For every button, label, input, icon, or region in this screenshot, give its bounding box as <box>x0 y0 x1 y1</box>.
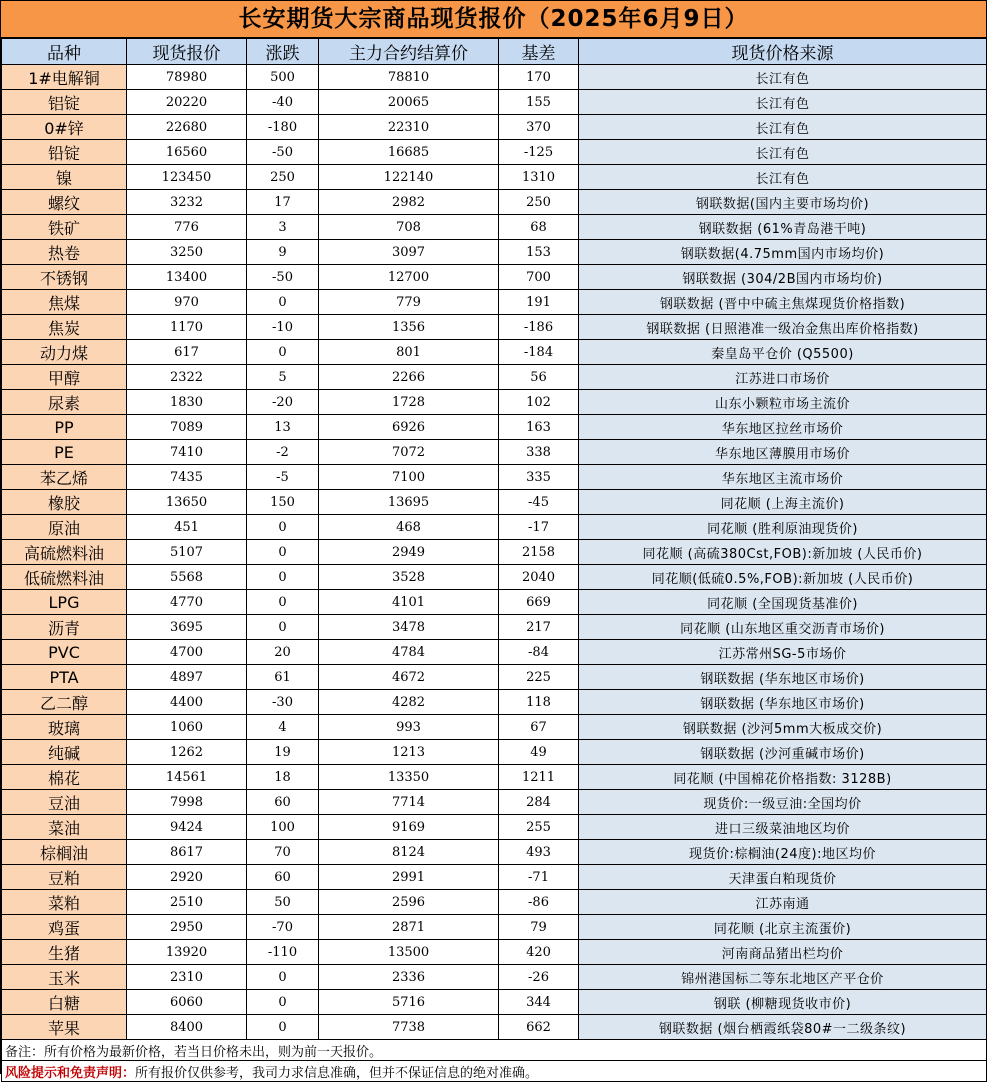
table-body <box>2 65 987 1040</box>
disclaimer-cell <box>2 1061 987 1082</box>
commodity-cell: 棉花 <box>2 765 127 790</box>
settlement-price-cell: 7072 <box>319 440 499 465</box>
settlement-price-cell: 5716 <box>319 990 499 1015</box>
basis-cell: 67 <box>499 715 579 740</box>
header-price-source: 现货价格来源 <box>579 39 987 65</box>
commodity-cell: PTA <box>2 665 127 690</box>
table-row <box>2 990 987 1015</box>
settlement-price-cell: 16685 <box>319 140 499 165</box>
spot-price-cell: 1170 <box>127 315 247 340</box>
price-source-cell: 钢联数据 (烟台栖霞纸袋80#一二级条纹) <box>579 1015 987 1040</box>
basis-cell: 49 <box>499 740 579 765</box>
table-row <box>2 915 987 940</box>
spot-price-cell: 1262 <box>127 740 247 765</box>
spot-price-cell: 776 <box>127 215 247 240</box>
change-cell: 18 <box>247 765 319 790</box>
settlement-price-cell: 3097 <box>319 240 499 265</box>
note-row <box>2 1040 987 1061</box>
table-row <box>2 540 987 565</box>
settlement-price-cell: 20065 <box>319 90 499 115</box>
table-row <box>2 190 987 215</box>
commodity-cell: 橡胶 <box>2 490 127 515</box>
price-source-cell: 同花顺 (上海主流价) <box>579 490 987 515</box>
price-source-cell: 河南商品猪出栏均价 <box>579 940 987 965</box>
spot-price-cell: 5107 <box>127 540 247 565</box>
spot-price-cell: 1830 <box>127 390 247 415</box>
commodity-cell: 豆油 <box>2 790 127 815</box>
change-cell: 0 <box>247 990 319 1015</box>
header-change: 涨跌 <box>247 39 319 65</box>
price-source-cell: 钢联数据 (日照港准一级冶金焦出库价格指数) <box>579 315 987 340</box>
commodity-cell: 生猪 <box>2 940 127 965</box>
spot-price-cell: 8617 <box>127 840 247 865</box>
price-source-cell: 钢联数据 (晋中中硫主焦煤现货价格指数) <box>579 290 987 315</box>
settlement-price-cell: 1728 <box>319 390 499 415</box>
change-cell: -10 <box>247 315 319 340</box>
basis-cell: -26 <box>499 965 579 990</box>
commodity-cell: 原油 <box>2 515 127 540</box>
disclaimer-row <box>2 1061 987 1082</box>
commodity-cell: 白糖 <box>2 990 127 1015</box>
change-cell: 0 <box>247 965 319 990</box>
commodity-cell: 低硫燃料油 <box>2 565 127 590</box>
spot-price-cell: 2950 <box>127 915 247 940</box>
price-source-cell: 江苏南通 <box>579 890 987 915</box>
spot-price-cell: 22680 <box>127 115 247 140</box>
header-settlement-price: 主力合约结算价 <box>319 39 499 65</box>
table-row <box>2 490 987 515</box>
settlement-price-cell: 3478 <box>319 615 499 640</box>
page-title: 长安期货大宗商品现货报价（2025年6月9日） <box>1 1 986 38</box>
table-row <box>2 1015 987 1040</box>
change-cell: -5 <box>247 465 319 490</box>
price-source-cell: 进口三级菜油地区均价 <box>579 815 987 840</box>
table-row <box>2 715 987 740</box>
spot-price-cell: 6060 <box>127 990 247 1015</box>
header-commodity: 品种 <box>2 39 127 65</box>
settlement-price-cell: 4282 <box>319 690 499 715</box>
commodity-cell: 1#电解铜 <box>2 65 127 90</box>
price-source-cell: 钢联数据 (61%青岛港干吨) <box>579 215 987 240</box>
commodity-cell: 苹果 <box>2 1015 127 1040</box>
settlement-price-cell: 2336 <box>319 965 499 990</box>
settlement-price-cell: 8124 <box>319 840 499 865</box>
price-source-cell: 钢联 (柳糖现货收市价) <box>579 990 987 1015</box>
spot-price-cell: 2310 <box>127 965 247 990</box>
change-cell: 70 <box>247 840 319 865</box>
commodity-cell: PE <box>2 440 127 465</box>
price-source-cell: 华东地区主流市场价 <box>579 465 987 490</box>
price-source-cell: 现货价:棕榈油(24度):地区均价 <box>579 840 987 865</box>
change-cell: 0 <box>247 540 319 565</box>
change-cell: 17 <box>247 190 319 215</box>
price-source-cell: 江苏常州SG-5市场价 <box>579 640 987 665</box>
table-row <box>2 740 987 765</box>
price-source-cell: 天津蛋白粕现货价 <box>579 865 987 890</box>
price-source-cell: 长江有色 <box>579 165 987 190</box>
basis-cell: 370 <box>499 115 579 140</box>
commodity-cell: 沥青 <box>2 615 127 640</box>
basis-cell: 344 <box>499 990 579 1015</box>
price-source-cell: 长江有色 <box>579 140 987 165</box>
table-row <box>2 165 987 190</box>
table-row <box>2 965 987 990</box>
spot-price-cell: 9424 <box>127 815 247 840</box>
commodity-cell: 玉米 <box>2 965 127 990</box>
note-text: 备注：所有价格为最新价格，若当日价格未出，则为前一天报价。 <box>2 1040 987 1061</box>
price-source-cell: 钢联数据 (304/2B国内市场均价) <box>579 265 987 290</box>
price-source-cell: 钢联数据 (沙河重碱市场价) <box>579 740 987 765</box>
change-cell: 20 <box>247 640 319 665</box>
spot-price-cell: 2920 <box>127 865 247 890</box>
spot-price-cell: 3695 <box>127 615 247 640</box>
spot-price-cell: 2322 <box>127 365 247 390</box>
table-row <box>2 565 987 590</box>
table-row <box>2 790 987 815</box>
table-row <box>2 890 987 915</box>
basis-cell: -84 <box>499 640 579 665</box>
price-source-cell: 同花顺 (高硫380Cst,FOB):新加坡 (人民币价) <box>579 540 987 565</box>
settlement-price-cell: 2266 <box>319 365 499 390</box>
disclaimer-text: 所有报价仅供参考，我司力求信息准确，但并不保证信息的绝对准确。 <box>135 1065 539 1081</box>
basis-cell: 102 <box>499 390 579 415</box>
commodity-cell: 高硫燃料油 <box>2 540 127 565</box>
settlement-price-cell: 2991 <box>319 865 499 890</box>
commodity-cell: 玻璃 <box>2 715 127 740</box>
table-row <box>2 590 987 615</box>
commodity-cell: 铝锭 <box>2 90 127 115</box>
table-row <box>2 640 987 665</box>
settlement-price-cell: 2949 <box>319 540 499 565</box>
spot-price-cell: 4400 <box>127 690 247 715</box>
spot-price-cell: 1060 <box>127 715 247 740</box>
basis-cell: 2158 <box>499 540 579 565</box>
basis-cell: 56 <box>499 365 579 390</box>
spot-price-cell: 123450 <box>127 165 247 190</box>
price-source-cell: 秦皇岛平仓价 (Q5500) <box>579 340 987 365</box>
settlement-price-cell: 4784 <box>319 640 499 665</box>
spot-price-cell: 8400 <box>127 1015 247 1040</box>
change-cell: 250 <box>247 165 319 190</box>
commodity-cell: 螺纹 <box>2 190 127 215</box>
price-source-cell: 同花顺 (山东地区重交沥青市场价) <box>579 615 987 640</box>
settlement-price-cell: 3528 <box>319 565 499 590</box>
price-table <box>1 38 987 1082</box>
settlement-price-cell: 122140 <box>319 165 499 190</box>
spot-price-cell: 3250 <box>127 240 247 265</box>
change-cell: -180 <box>247 115 319 140</box>
basis-cell: 250 <box>499 190 579 215</box>
spot-price-cell: 7410 <box>127 440 247 465</box>
basis-cell: 338 <box>499 440 579 465</box>
table-row <box>2 240 987 265</box>
commodity-cell: 0#锌 <box>2 115 127 140</box>
commodity-cell: LPG <box>2 590 127 615</box>
spot-price-cell: 451 <box>127 515 247 540</box>
table-row <box>2 415 987 440</box>
table-row <box>2 365 987 390</box>
settlement-price-cell: 78810 <box>319 65 499 90</box>
change-cell: -30 <box>247 690 319 715</box>
price-source-cell: 钢联数据(4.75mm国内市场均价) <box>579 240 987 265</box>
change-cell: -50 <box>247 140 319 165</box>
basis-cell: 255 <box>499 815 579 840</box>
settlement-price-cell: 4672 <box>319 665 499 690</box>
settlement-price-cell: 12700 <box>319 265 499 290</box>
basis-cell: 420 <box>499 940 579 965</box>
price-source-cell: 同花顺(低硫0.5%,FOB):新加坡 (人民币价) <box>579 565 987 590</box>
commodity-cell: 棕榈油 <box>2 840 127 865</box>
table-row <box>2 815 987 840</box>
change-cell: -70 <box>247 915 319 940</box>
basis-cell: 163 <box>499 415 579 440</box>
change-cell: 13 <box>247 415 319 440</box>
spot-price-cell: 4770 <box>127 590 247 615</box>
basis-cell: 662 <box>499 1015 579 1040</box>
change-cell: 0 <box>247 1015 319 1040</box>
commodity-cell: 鸡蛋 <box>2 915 127 940</box>
table-row <box>2 65 987 90</box>
settlement-price-cell: 2596 <box>319 890 499 915</box>
change-cell: 0 <box>247 290 319 315</box>
change-cell: -20 <box>247 390 319 415</box>
basis-cell: 191 <box>499 290 579 315</box>
commodity-cell: 尿素 <box>2 390 127 415</box>
settlement-price-cell: 9169 <box>319 815 499 840</box>
table-row <box>2 840 987 865</box>
change-cell: -110 <box>247 940 319 965</box>
commodity-cell: 纯碱 <box>2 740 127 765</box>
spot-price-cell: 13920 <box>127 940 247 965</box>
basis-cell: 1310 <box>499 165 579 190</box>
price-source-cell: 华东地区薄膜用市场价 <box>579 440 987 465</box>
basis-cell: -86 <box>499 890 579 915</box>
commodity-cell: 不锈钢 <box>2 265 127 290</box>
spot-price-cell: 5568 <box>127 565 247 590</box>
settlement-price-cell: 2982 <box>319 190 499 215</box>
commodity-cell: 焦煤 <box>2 290 127 315</box>
table-row <box>2 115 987 140</box>
header-spot-price: 现货报价 <box>127 39 247 65</box>
spot-price-cell: 7089 <box>127 415 247 440</box>
commodity-cell: 乙二醇 <box>2 690 127 715</box>
table-row <box>2 865 987 890</box>
price-source-cell: 山东小颗粒市场主流价 <box>579 390 987 415</box>
change-cell: 0 <box>247 615 319 640</box>
change-cell: 500 <box>247 65 319 90</box>
basis-cell: 1211 <box>499 765 579 790</box>
price-source-cell: 华东地区拉丝市场价 <box>579 415 987 440</box>
commodity-cell: 甲醇 <box>2 365 127 390</box>
price-source-cell: 现货价:一级豆油:全国均价 <box>579 790 987 815</box>
change-cell: 60 <box>247 865 319 890</box>
price-source-cell: 钢联数据 (华东地区市场价) <box>579 665 987 690</box>
settlement-price-cell: 708 <box>319 215 499 240</box>
change-cell: 0 <box>247 340 319 365</box>
price-source-cell: 长江有色 <box>579 90 987 115</box>
basis-cell: 225 <box>499 665 579 690</box>
basis-cell: 153 <box>499 240 579 265</box>
settlement-price-cell: 779 <box>319 290 499 315</box>
change-cell: -2 <box>247 440 319 465</box>
change-cell: 5 <box>247 365 319 390</box>
basis-cell: 669 <box>499 590 579 615</box>
basis-cell: 335 <box>499 465 579 490</box>
price-source-cell: 同花顺 (胜利原油现货价) <box>579 515 987 540</box>
spot-price-cell: 7435 <box>127 465 247 490</box>
change-cell: -40 <box>247 90 319 115</box>
table-row <box>2 765 987 790</box>
change-cell: 0 <box>247 565 319 590</box>
price-source-cell: 钢联数据 (沙河5mm大板成交价) <box>579 715 987 740</box>
spot-price-cell: 16560 <box>127 140 247 165</box>
table-row <box>2 665 987 690</box>
spot-price-cell: 4700 <box>127 640 247 665</box>
change-cell: 0 <box>247 515 319 540</box>
settlement-price-cell: 801 <box>319 340 499 365</box>
spot-price-cell: 4897 <box>127 665 247 690</box>
table-row <box>2 340 987 365</box>
table-row <box>2 615 987 640</box>
price-source-cell: 长江有色 <box>579 115 987 140</box>
price-source-cell: 钢联数据 (华东地区市场价) <box>579 690 987 715</box>
basis-cell: 700 <box>499 265 579 290</box>
settlement-price-cell: 22310 <box>319 115 499 140</box>
spot-price-cell: 14561 <box>127 765 247 790</box>
spot-price-cell: 13650 <box>127 490 247 515</box>
spot-price-cell: 617 <box>127 340 247 365</box>
commodity-cell: 铁矿 <box>2 215 127 240</box>
basis-cell: 2040 <box>499 565 579 590</box>
settlement-price-cell: 2871 <box>319 915 499 940</box>
header-basis: 基差 <box>499 39 579 65</box>
basis-cell: 217 <box>499 615 579 640</box>
basis-cell: 155 <box>499 90 579 115</box>
settlement-price-cell: 468 <box>319 515 499 540</box>
spot-price-cell: 7998 <box>127 790 247 815</box>
basis-cell: -71 <box>499 865 579 890</box>
price-source-cell: 同花顺 (全国现货基准价) <box>579 590 987 615</box>
table-row <box>2 265 987 290</box>
table-row <box>2 90 987 115</box>
table-row <box>2 390 987 415</box>
basis-cell: 170 <box>499 65 579 90</box>
settlement-price-cell: 993 <box>319 715 499 740</box>
change-cell: 0 <box>247 590 319 615</box>
table-row <box>2 690 987 715</box>
disclaimer-label: 风险提示和免责声明： <box>5 1065 136 1081</box>
commodity-cell: 菜油 <box>2 815 127 840</box>
settlement-price-cell: 7714 <box>319 790 499 815</box>
commodity-cell: 铅锭 <box>2 140 127 165</box>
table-row <box>2 140 987 165</box>
table-row <box>2 940 987 965</box>
spot-price-cell: 13400 <box>127 265 247 290</box>
spot-price-cell: 970 <box>127 290 247 315</box>
settlement-price-cell: 1213 <box>319 740 499 765</box>
price-source-cell: 锦州港国标二等东北地区产平仓价 <box>579 965 987 990</box>
table-row <box>2 215 987 240</box>
change-cell: 19 <box>247 740 319 765</box>
settlement-price-cell: 13350 <box>319 765 499 790</box>
change-cell: 100 <box>247 815 319 840</box>
commodity-cell: 热卷 <box>2 240 127 265</box>
settlement-price-cell: 4101 <box>319 590 499 615</box>
change-cell: 60 <box>247 790 319 815</box>
change-cell: -50 <box>247 265 319 290</box>
price-source-cell: 江苏进口市场价 <box>579 365 987 390</box>
change-cell: 61 <box>247 665 319 690</box>
basis-cell: 284 <box>499 790 579 815</box>
settlement-price-cell: 1356 <box>319 315 499 340</box>
basis-cell: 118 <box>499 690 579 715</box>
price-source-cell: 同花顺 (北京主流蛋价) <box>579 915 987 940</box>
table-row <box>2 315 987 340</box>
basis-cell: 79 <box>499 915 579 940</box>
spot-price-cell: 2510 <box>127 890 247 915</box>
spot-price-cell: 3232 <box>127 190 247 215</box>
price-source-cell: 钢联数据(国内主要市场均价) <box>579 190 987 215</box>
spot-price-cell: 78980 <box>127 65 247 90</box>
commodity-cell: 动力煤 <box>2 340 127 365</box>
table-row <box>2 515 987 540</box>
change-cell: 9 <box>247 240 319 265</box>
basis-cell: 493 <box>499 840 579 865</box>
basis-cell: -45 <box>499 490 579 515</box>
settlement-price-cell: 7738 <box>319 1015 499 1040</box>
settlement-price-cell: 13500 <box>319 940 499 965</box>
basis-cell: 68 <box>499 215 579 240</box>
commodity-cell: 镍 <box>2 165 127 190</box>
basis-cell: -186 <box>499 315 579 340</box>
commodity-cell: PP <box>2 415 127 440</box>
settlement-price-cell: 13695 <box>319 490 499 515</box>
price-source-cell: 同花顺 (中国棉花价格指数: 3128B) <box>579 765 987 790</box>
change-cell: 150 <box>247 490 319 515</box>
table-row <box>2 290 987 315</box>
basis-cell: -184 <box>499 340 579 365</box>
settlement-price-cell: 6926 <box>319 415 499 440</box>
change-cell: 4 <box>247 715 319 740</box>
table-row <box>2 465 987 490</box>
commodity-cell: 豆粕 <box>2 865 127 890</box>
commodity-cell: 苯乙烯 <box>2 465 127 490</box>
settlement-price-cell: 7100 <box>319 465 499 490</box>
table-header-row <box>2 39 987 65</box>
basis-cell: -17 <box>499 515 579 540</box>
basis-cell: -125 <box>499 140 579 165</box>
commodity-cell: PVC <box>2 640 127 665</box>
change-cell: 3 <box>247 215 319 240</box>
change-cell: 50 <box>247 890 319 915</box>
price-source-cell: 长江有色 <box>579 65 987 90</box>
commodity-cell: 焦炭 <box>2 315 127 340</box>
spot-price-cell: 20220 <box>127 90 247 115</box>
table-row <box>2 440 987 465</box>
commodity-cell: 菜粕 <box>2 890 127 915</box>
